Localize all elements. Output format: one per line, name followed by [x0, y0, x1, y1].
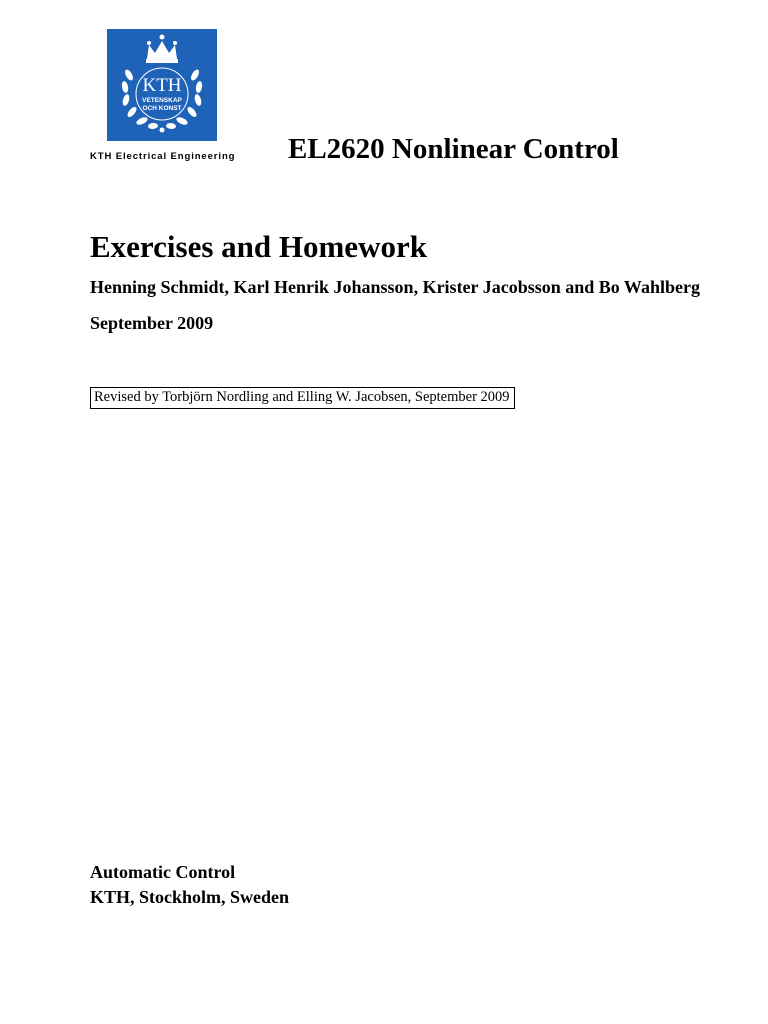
crown-icon	[146, 35, 178, 64]
motto-line-1: VETENSKAP	[142, 97, 182, 104]
authors: Henning Schmidt, Karl Henrik Johansson, Krister Jacobsson and Bo Wahlberg	[90, 277, 700, 297]
revision-note: Revised by Torbjörn Nordling and Elling W. Jacobsen, September 2009	[90, 387, 515, 409]
affiliation-line-1: Automatic Control	[90, 862, 236, 882]
department-label: KTH Electrical Engineering	[90, 151, 236, 162]
kth-seal	[107, 29, 217, 141]
kth-abbreviation: KTH	[142, 75, 182, 96]
affiliation-line-2: KTH, Stockholm, Sweden	[90, 887, 290, 907]
kth-logo	[107, 29, 217, 141]
course-title: EL2620 Nonlinear Control	[288, 133, 619, 165]
publication-date: September 2009	[90, 313, 214, 333]
document-title: Exercises and Homework	[90, 229, 427, 264]
motto-line-2: OCH KONST	[142, 105, 182, 112]
